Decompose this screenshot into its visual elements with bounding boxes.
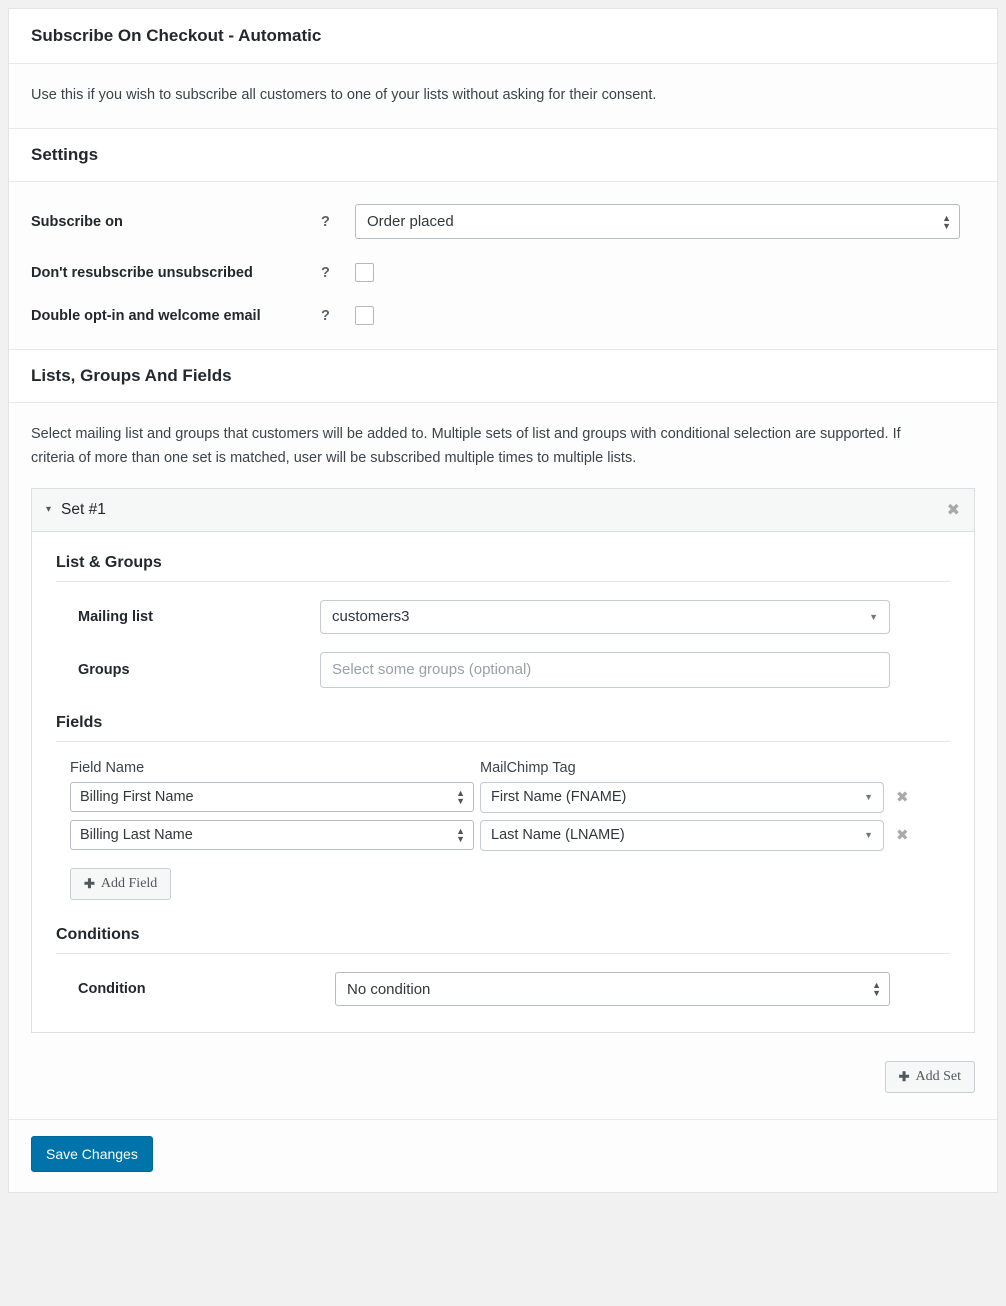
add-field-button[interactable] [70, 868, 171, 900]
fields-table-header [70, 760, 950, 776]
plus-icon: ✚ [84, 875, 95, 891]
groups-input[interactable] [320, 652, 890, 688]
set-1-title: Set #1 [61, 500, 106, 518]
condition-spinner-icon: ▲ ▼ [872, 979, 881, 998]
save-button[interactable]: Save Changes [31, 1136, 153, 1172]
mailchimp-tag-value-1: First Name (FNAME) [491, 789, 627, 806]
remove-field-icon-1[interactable]: ✖ [896, 789, 909, 807]
subscribe-on-spinner-icon: ▲ ▼ [942, 212, 951, 231]
page-title: Subscribe On Checkout - Automatic [9, 9, 997, 64]
lists-body [9, 403, 997, 1118]
settings-section-heading: Settings [9, 128, 997, 182]
double-optin-help-icon[interactable]: ? [321, 307, 330, 324]
setting-row-dont-resubscribe [31, 263, 975, 282]
dont-resubscribe-label: Don't resubscribe unsubscribed [31, 264, 253, 281]
plus-icon: ✚ [898, 1068, 910, 1084]
field-name-select-1[interactable] [70, 782, 474, 812]
mailing-list-row [56, 600, 950, 634]
save-bar [9, 1119, 997, 1192]
mailing-list-select[interactable] [320, 600, 890, 634]
list-groups-heading: List & Groups [56, 550, 950, 582]
col-field-name: Field Name [70, 759, 145, 776]
add-set-label: Add Set [915, 1068, 961, 1084]
chevron-down-icon: ▼ [864, 792, 873, 803]
mailing-list-value: customers3 [332, 608, 410, 626]
subscribe-on-checkout-panel [8, 8, 998, 1193]
set-1-box [31, 488, 975, 1033]
field-name-spinner-icon: ▲ ▼ [456, 788, 465, 807]
mailchimp-tag-value-2: Last Name (LNAME) [491, 827, 625, 844]
table-row [70, 820, 950, 851]
add-set-button[interactable] [885, 1061, 975, 1093]
add-set-row [31, 1051, 975, 1093]
chevron-down-icon: ▼ [864, 830, 873, 841]
field-name-select-2[interactable] [70, 820, 474, 850]
lists-section-heading: Lists, Groups And Fields [9, 349, 997, 403]
chevron-down-icon: ▼ [869, 611, 878, 622]
page-root [0, 8, 1006, 1306]
groups-label: Groups [78, 661, 130, 678]
set-1-header [32, 489, 974, 532]
subscribe-on-label: Subscribe on [31, 213, 123, 230]
subscribe-on-select[interactable] [355, 204, 960, 239]
col-mailchimp-tag: MailChimp Tag [480, 759, 576, 776]
condition-select-wrap [335, 972, 890, 1006]
setting-row-double-optin [31, 306, 975, 325]
field-name-spinner-icon: ▲ ▼ [456, 826, 465, 845]
groups-placeholder: Select some groups (optional) [332, 661, 532, 679]
mailchimp-tag-select-2[interactable] [480, 820, 884, 851]
double-optin-checkbox[interactable] [355, 306, 374, 325]
field-name-select-wrap-1 [70, 782, 474, 812]
setting-row-subscribe-on [31, 204, 975, 239]
intro-description: Use this if you wish to subscribe all customers to one of your lists without asking for their consent. [31, 87, 657, 103]
double-optin-label: Double opt-in and welcome email [31, 307, 261, 324]
intro-description-area [9, 64, 997, 128]
lists-description: Select mailing list and groups that customers will be added to. Multiple sets of list and groups with conditional selection are supported. If criteria of more than one set is matched, user will be subscribed multiple times to multiple lists. [31, 426, 901, 466]
groups-row [56, 652, 950, 688]
mailing-list-label: Mailing list [78, 608, 153, 625]
subscribe-on-help-icon[interactable]: ? [321, 213, 330, 230]
fields-heading: Fields [56, 710, 950, 742]
condition-label: Condition [78, 980, 146, 997]
set-1-body [32, 532, 974, 1032]
condition-row [56, 972, 950, 1006]
close-icon[interactable]: ✖ [946, 501, 960, 519]
table-row [70, 782, 950, 813]
chevron-down-icon[interactable]: ▾ [46, 504, 52, 516]
dont-resubscribe-checkbox[interactable] [355, 263, 374, 282]
fields-table [56, 760, 950, 900]
conditions-heading: Conditions [56, 922, 950, 954]
mailchimp-tag-select-1[interactable] [480, 782, 884, 813]
settings-body [9, 182, 997, 349]
field-name-select-wrap-2 [70, 820, 474, 850]
add-field-label: Add Field [100, 875, 158, 891]
dont-resubscribe-help-icon[interactable]: ? [321, 264, 330, 281]
subscribe-on-select-wrap [355, 204, 960, 239]
remove-field-icon-2[interactable]: ✖ [896, 827, 909, 845]
condition-select[interactable] [335, 972, 890, 1006]
